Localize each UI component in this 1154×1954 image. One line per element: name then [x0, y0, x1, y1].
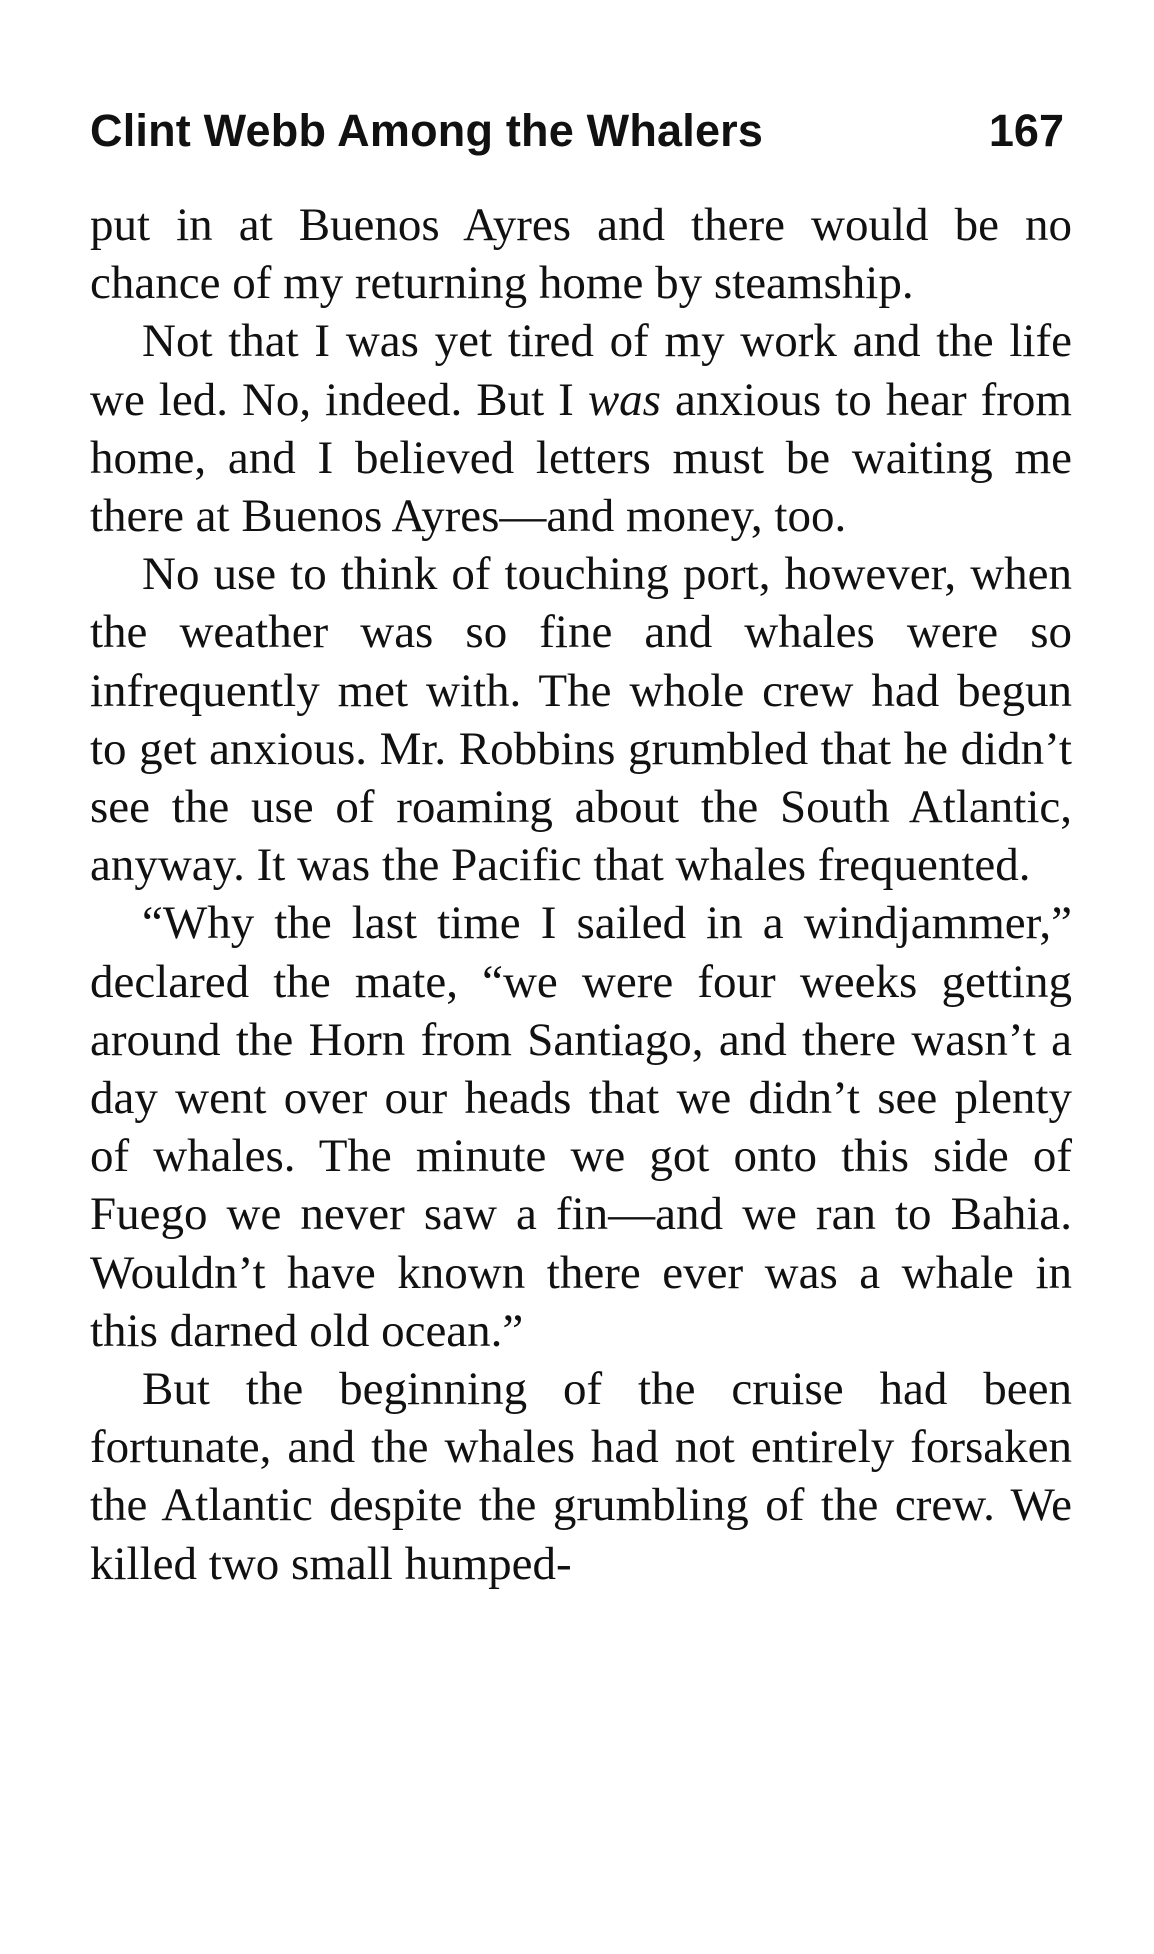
running-head	[90, 96, 1072, 166]
paragraph-4	[90, 894, 1072, 1360]
paragraph-5-text: But the beginning of the cruise had been fortunate, and the whales had not entirely forsaken the Atlantic despite the grumbling of the crew. We killed two small humped-	[90, 1363, 1072, 1590]
running-head-title: Clint Webb Among the Whalers	[90, 105, 764, 156]
paragraph-3-text: No use to think of touching port, however, when the weather was so fine and whales were so infrequently met with. The whole crew had begun to get anxious. Mr. Robbins grumbled that he didn’t see the use of roaming about the South Atlantic, anyway. It was the Pacific that whales frequented.	[90, 548, 1072, 892]
paragraph-2-text-a: Not that I was yet tired of my work and the life we led. No, indeed. But I	[90, 315, 1072, 426]
paragraph-2	[90, 312, 1072, 545]
paragraph-5	[90, 1360, 1072, 1593]
paragraph-3	[90, 545, 1072, 894]
paragraph-2-emphasis: was	[587, 373, 661, 426]
page-number: 167	[988, 105, 1064, 156]
paragraph-4-text: “Why the last time I sailed in a windjammer,” declared the mate, “we were four weeks getting around the Horn from Santiago, and there wasn’t a day went over our heads that we didn’t see plenty of whales. The minute we got onto this side of Fuego we never saw a fin—and we ran to Bahia. Wouldn’t have known there ever was a whale in this darned old ocean.”	[90, 897, 1072, 1357]
paragraph-2-text-b: anxious to hear from home, and I believed letters must be waiting me there at Buenos Ayres—and money, too.	[90, 373, 1072, 543]
paragraph-1-text: put in at Buenos Ayres and there would be no chance of my returning home by steamship.	[90, 199, 1072, 310]
body-text	[90, 196, 1072, 1593]
paragraph-1	[90, 196, 1072, 312]
book-page	[90, 0, 1072, 1954]
